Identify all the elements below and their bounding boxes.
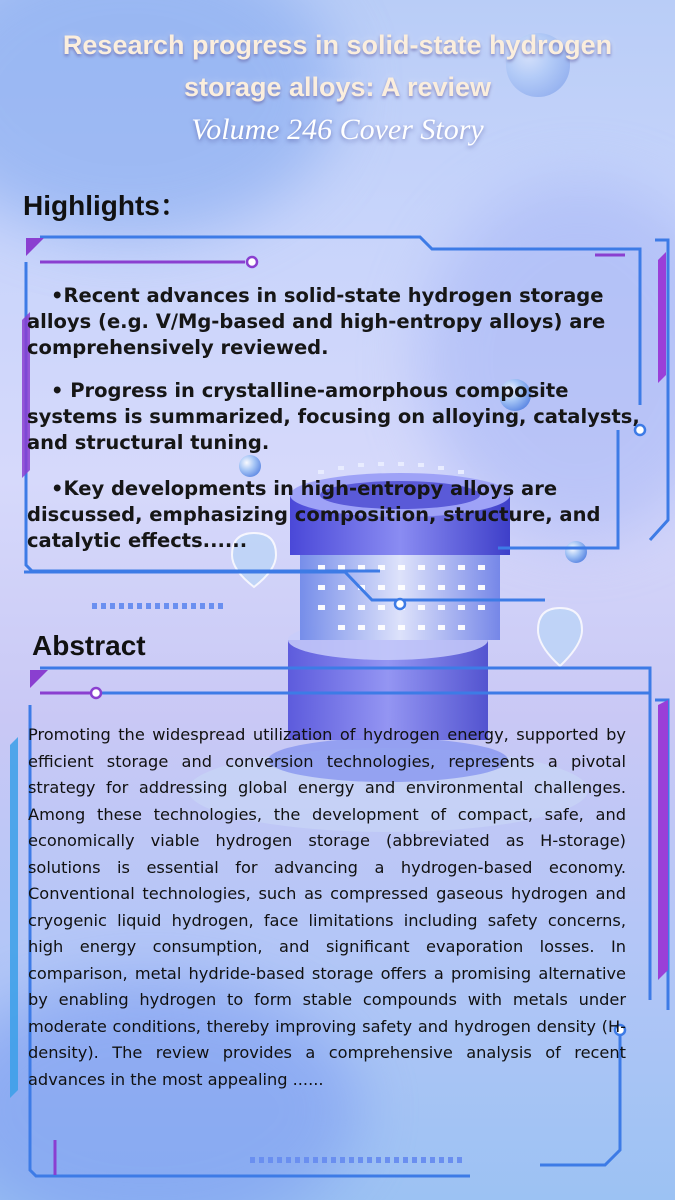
- highlight-item: • Progress in crystalline-amorphous composite systems is summarized, focusing on alloying, catalysts, and structural tuning.: [27, 379, 640, 454]
- title-line-1: Research progress in solid-state hydrogen: [62, 30, 613, 60]
- abstract-text: Promoting the widespread utilization of hydrogen energy, supported by efficient storage and conversion technologies, represents a pivotal strategy for addressing global energy and environmental challenges. Among these technologies, the development of compact, safe, and economically viable hydrogen storage (abbreviated as H-storage) solutions is essential for advancing a hydrogen-based economy. Conventional technologies, such as compressed gaseous hydrogen and cryogenic liquid hydrogen, face limitations including safety concerns, high energy consumption, and significant evaporation losses. In comparison, metal hydride-based storage offers a promising alternative by enabling hydrogen to form stable compounds with metals under moderate conditions, thereby improving safety and hydrogen density (H-density). The review provides a comprehensive analysis of recent advances in the most appealing ......: [28, 725, 626, 1089]
- highlights-heading: Highlights：: [23, 190, 188, 221]
- highlight-item: •Key developments in high-entropy alloys are discussed, emphasizing composition, structure, and catalytic effects......: [27, 477, 601, 552]
- abstract-heading: Abstract: [32, 630, 146, 661]
- highlight-item: •Recent advances in solid-state hydrogen storage alloys (e.g. V/Mg-based and high-entropy alloys) are comprehensively reviewed.: [27, 284, 606, 359]
- title-line-2: storage alloys: A review: [183, 72, 492, 102]
- subtitle: Volume 246 Cover Story: [191, 113, 484, 146]
